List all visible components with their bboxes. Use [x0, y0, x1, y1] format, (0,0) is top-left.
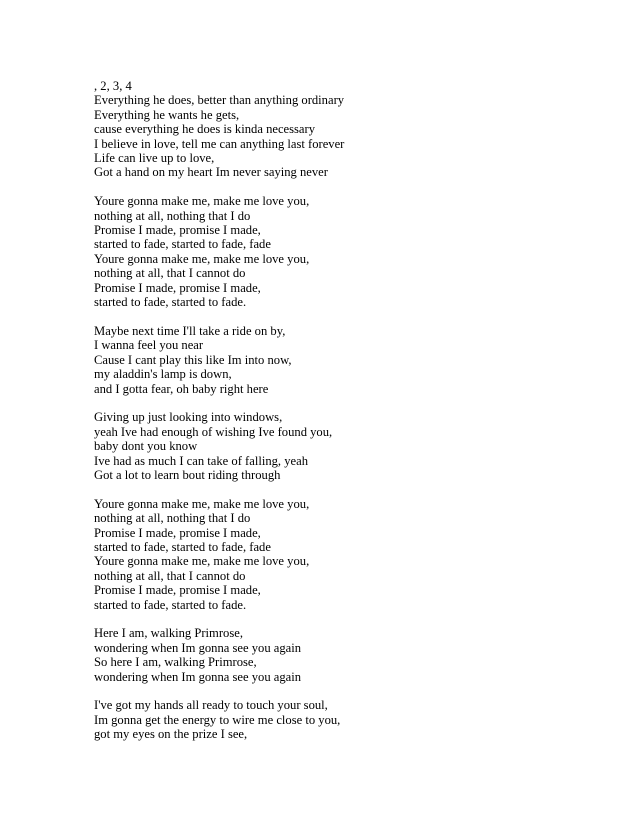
lyric-line: Ive had as much I can take of falling, yeah [94, 453, 309, 468]
lyric-line: nothing at all, that I cannot do [94, 266, 246, 281]
lyric-line: yeah Ive had enough of wishing Ive found you, [94, 424, 333, 439]
lyric-line: Everything he does, better than anything ordinary [94, 93, 345, 108]
stanza [94, 497, 614, 612]
lyric-line: Giving up just looking into windows, [94, 410, 283, 425]
lyric-line: Life can live up to love, [94, 151, 215, 166]
lyric-line: Promise I made, promise I made, [94, 525, 261, 540]
lyric-line: Promise I made, promise I made, [94, 583, 261, 598]
lyric-line: nothing at all, that I cannot do [94, 568, 246, 583]
lyrics-text [94, 79, 614, 756]
lyric-line: started to fade, started to fade. [94, 597, 247, 612]
lyric-line: wondering when Im gonna see you again [94, 640, 302, 655]
stanza [94, 324, 614, 396]
lyric-line: Youre gonna make me, make me love you, [94, 194, 310, 209]
lyric-line: Got a lot to learn bout riding through [94, 467, 281, 482]
lyric-line: Im gonna get the energy to wire me close to you, [94, 712, 341, 727]
stanza [94, 410, 614, 482]
lyric-line: started to fade, started to fade, fade [94, 539, 271, 554]
lyric-line: Youre gonna make me, make me love you, [94, 554, 310, 569]
lyric-line: Got a hand on my heart Im never saying never [94, 165, 328, 180]
lyric-line: Cause I cant play this like Im into now, [94, 352, 292, 367]
stanza [94, 698, 614, 741]
lyric-line: started to fade, started to fade, fade [94, 237, 271, 252]
lyric-line: Promise I made, promise I made, [94, 280, 261, 295]
lyric-line: wondering when Im gonna see you again [94, 669, 302, 684]
lyric-line: I believe in love, tell me can anything last forever [94, 136, 345, 151]
lyric-line: nothing at all, nothing that I do [94, 511, 251, 526]
lyric-line: baby dont you know [94, 439, 198, 454]
lyric-line: Maybe next time I'll take a ride on by, [94, 323, 286, 338]
lyric-line: Everything he wants he gets, [94, 107, 240, 122]
lyric-line: got my eyes on the prize I see, [94, 727, 248, 742]
stanza [94, 79, 614, 180]
stanza [94, 626, 614, 684]
lyric-line: and I gotta fear, oh baby right here [94, 381, 269, 396]
lyric-line: I wanna feel you near [94, 338, 204, 353]
lyric-line: Youre gonna make me, make me love you, [94, 251, 310, 266]
lyric-line: I've got my hands all ready to touch your soul, [94, 698, 328, 713]
lyric-line: my aladdin's lamp is down, [94, 367, 232, 382]
lyric-line: Here I am, walking Primrose, [94, 626, 243, 641]
lyric-line: cause everything he does is kinda necessary [94, 122, 316, 137]
lyric-line: nothing at all, nothing that I do [94, 208, 251, 223]
stanza [94, 194, 614, 309]
lyric-line: , 2, 3, 4 [94, 79, 132, 93]
lyric-line: started to fade, started to fade. [94, 295, 247, 310]
lyric-line: Youre gonna make me, make me love you, [94, 496, 310, 511]
lyric-line: Promise I made, promise I made, [94, 223, 261, 238]
lyric-line: So here I am, walking Primrose, [94, 655, 257, 670]
